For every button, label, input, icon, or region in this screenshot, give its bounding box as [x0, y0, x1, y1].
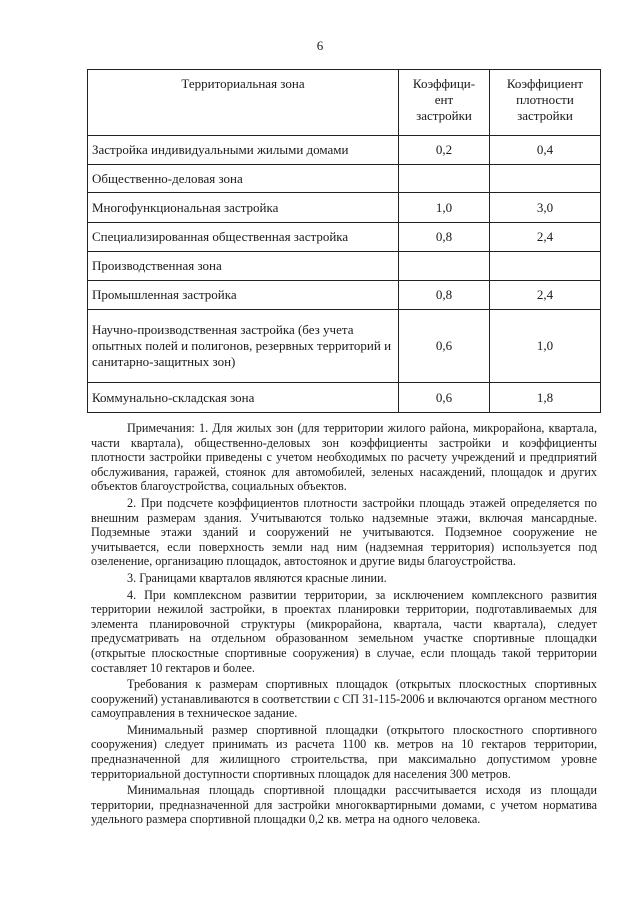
build-coefficient-cell: [399, 252, 490, 281]
density-coefficient-cell: 2,4: [490, 281, 601, 310]
table-row: [88, 136, 601, 165]
density-coefficient-cell: 0,4: [490, 136, 601, 165]
header-build-line: застройки: [416, 108, 472, 123]
build-coefficient-cell: 0,6: [399, 310, 490, 383]
build-coefficient-cell: 0,2: [399, 136, 490, 165]
table-header-row: [88, 70, 601, 136]
header-build-line: Коэффици-: [412, 76, 476, 91]
build-coefficient-cell: 0,8: [399, 223, 490, 252]
density-coefficient-cell: 3,0: [490, 193, 601, 223]
header-density-line: плотности: [516, 92, 574, 107]
header-density-coefficient: [490, 70, 601, 136]
table-row: [88, 383, 601, 413]
page-number: 6: [316, 38, 324, 53]
note-paragraph: Минимальный размер спортивной площадки (открытого плоскостного спортивного сооружения) следует принимать из расчета 1100 кв. метров на 10 гектаров территории, предназначенной для жилищного строительства, при максимально допустимом уровне территориальной доступности спортивных площадок для населения 300 метров.: [91, 722, 597, 781]
build-coefficient-cell: [399, 165, 490, 193]
density-coefficient-cell: 1,8: [490, 383, 601, 413]
note-paragraph: Примечания: 1. Для жилых зон (для территории жилого района, микрорайона, квартала, части квартала), общественно-деловых зон коэффициенты застройки и коэффициенты плотности застройки приведены с учетом необходимых по расчету учреждений и предприятий обслуживания, гаражей, стоянок для автомобилей, зеленых насаждений, площадок и других объектов благоустройства, социальных объектов.: [91, 421, 597, 494]
table-row: [88, 193, 601, 223]
zone-cell: Промышленная застройка: [88, 281, 399, 310]
table-row: [88, 281, 601, 310]
build-coefficient-cell: 0,8: [399, 281, 490, 310]
build-coefficient-cell: 1,0: [399, 193, 490, 223]
header-build-coefficient: [399, 70, 490, 136]
note-paragraph: 3. Границами кварталов являются красные линии.: [127, 570, 387, 585]
note-paragraph: 4. При комплексном развитии территории, за исключением комплексного развития территории нежилой застройки, в проектах планировки территории, подготавливаемых для элемента планировочной структуры (микрорайона, квартала, части квартала), следует предусматривать на отдельном образованном земельном участке спортивные площадки (открытые плоскостные спортивные сооружения) в случае, если площадь такой территории составляет 10 гектаров и более.: [91, 587, 597, 675]
zone-cell: Многофункциональная застройка: [88, 193, 399, 223]
zone-cell: Научно-производственная застройка (без учета опытных полей и полигонов, резервных территорий и санитарно-защитных зон): [88, 310, 399, 383]
table-row: [88, 223, 601, 252]
zone-cell: Специализированная общественная застройка: [88, 223, 399, 252]
zone-coefficients-table: [87, 69, 601, 413]
zone-cell: Производственная зона: [88, 252, 399, 281]
density-coefficient-cell: 2,4: [490, 223, 601, 252]
notes-section: [91, 421, 597, 829]
note-paragraph: Требования к размерам спортивных площадок (открытых плоскостных спортивных сооружений) устанавливаются в соответствии с СП 31-115-2006 и включаются органом местного самоуправления в техническое задание.: [91, 677, 597, 721]
header-density-line: застройки: [517, 108, 573, 123]
note-paragraph: 2. При подсчете коэффициентов плотности застройки площадь этажей определяется по внешним размерам здания. Учитываются только надземные этажи, включая мансардные. Подземные этажи зданий и сооружений не учитываются. Подземное сооружение не учитывается, если поверхность земли над ним (надземная территория) используется под озеленение, организацию площадок, автостоянок и другие виды благоустройства.: [91, 495, 597, 569]
table-row: [88, 165, 601, 193]
note-paragraph: Минимальная площадь спортивной площадки рассчитывается исходя из площади территории, предназначенной для застройки многоквартирными домами, с учетом норматива удельного размера спортивной площадки 0,2 кв. метра на одного человека.: [91, 783, 597, 827]
zone-cell: Общественно-деловая зона: [88, 165, 399, 193]
density-coefficient-cell: [490, 252, 601, 281]
zone-cell: Коммунально-складская зона: [88, 383, 399, 413]
table-row: [88, 310, 601, 383]
header-build-line: ент: [434, 92, 454, 107]
header-zone: Территориальная зона: [88, 70, 399, 136]
build-coefficient-cell: 0,6: [399, 383, 490, 413]
table-row: [88, 252, 601, 281]
header-density-line: Коэффициент: [506, 76, 584, 91]
density-coefficient-cell: 1,0: [490, 310, 601, 383]
zone-cell: Застройка индивидуальными жилыми домами: [88, 136, 399, 165]
density-coefficient-cell: [490, 165, 601, 193]
